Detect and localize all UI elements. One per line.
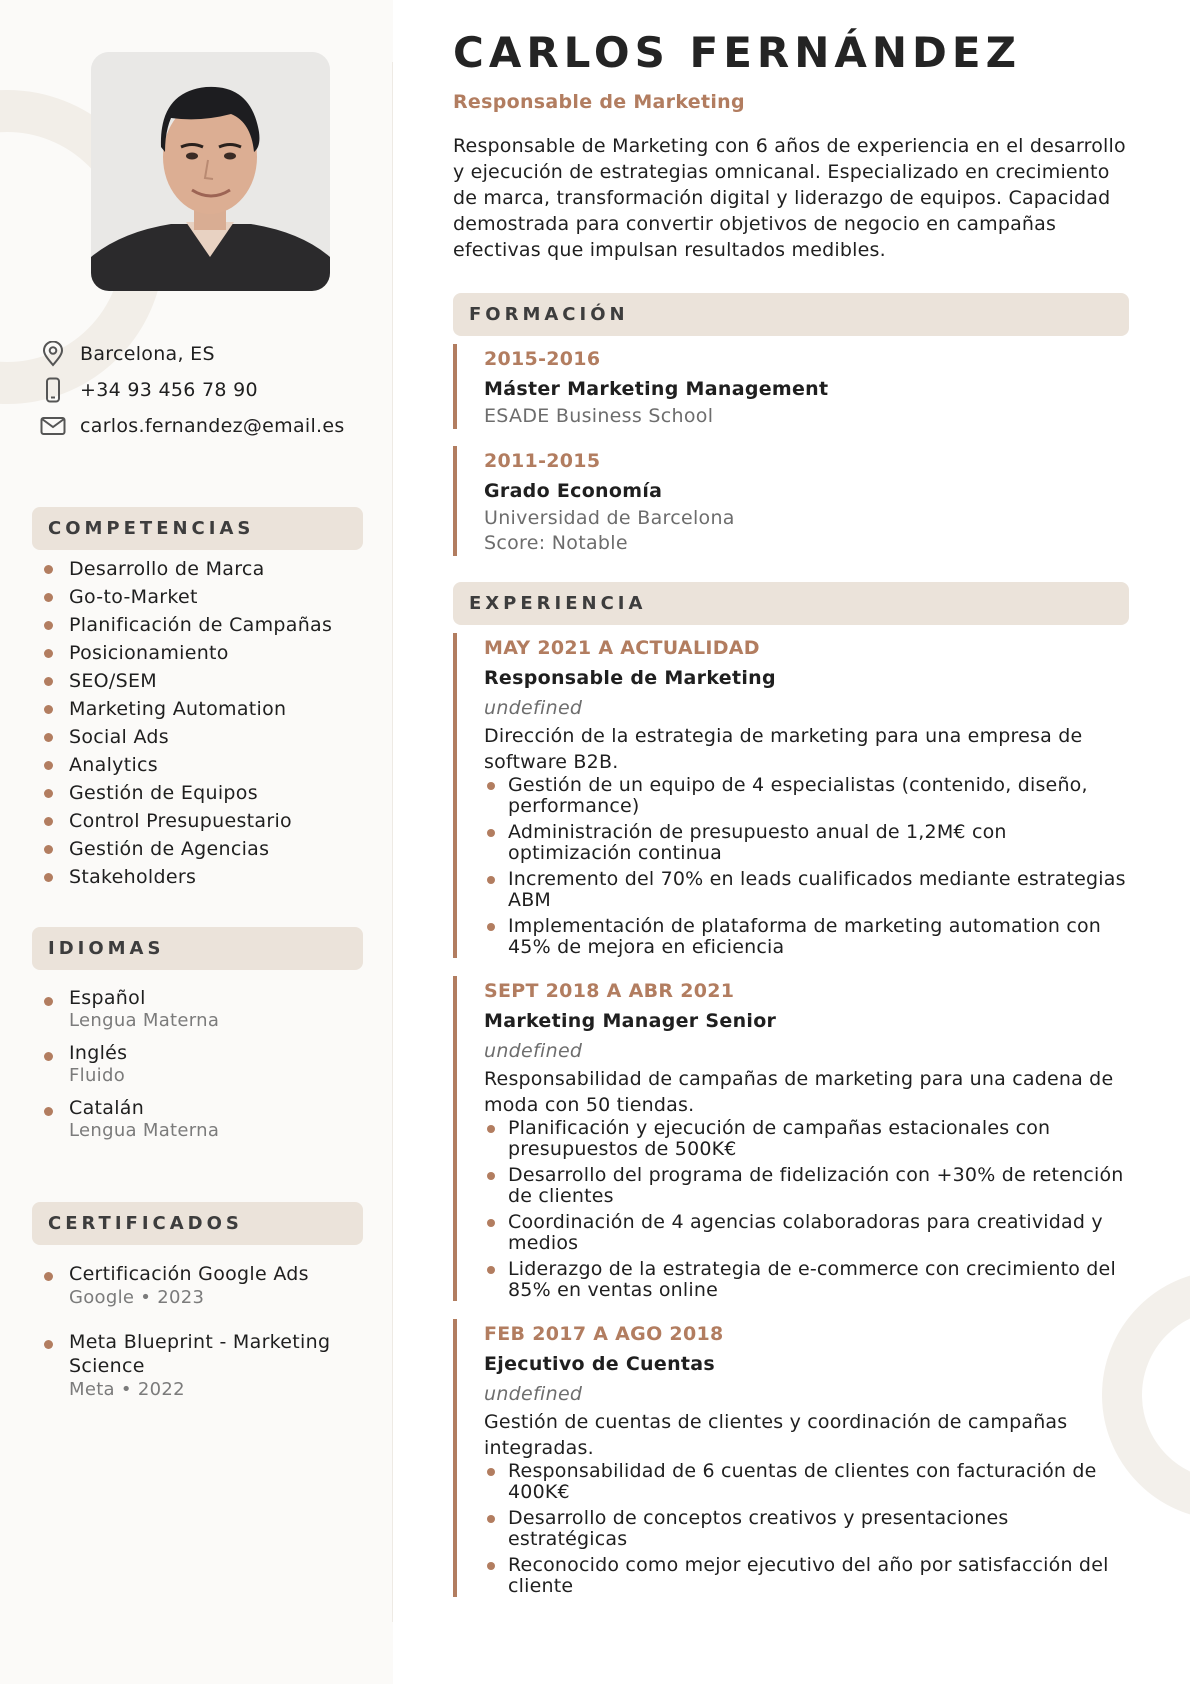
skill-item: Planificación de Campañas: [32, 611, 363, 639]
skills-list: [32, 555, 363, 891]
phone-text[interactable]: +34 93 456 78 90: [80, 379, 258, 401]
bullet-icon: [44, 733, 53, 742]
skill-item: Analytics: [32, 751, 363, 779]
experience-section: [453, 582, 1129, 1602]
bullet-icon: [44, 705, 53, 714]
skill-item: Posicionamiento: [32, 639, 363, 667]
achievement-item: Liderazgo de la estrategia de e-commerce con crecimiento del 85% en ventas online: [484, 1259, 1129, 1301]
achievement-item: Incremento del 70% en leads cualificados mediante estrategias ABM: [484, 869, 1129, 911]
achievement-item: Administración de presupuesto anual de 1,2M€ con optimización continua: [484, 822, 1129, 864]
bullet-icon: [44, 997, 53, 1006]
bullet-icon: [44, 1272, 53, 1281]
achievement-item: Desarrollo de conceptos creativos y presentaciones estratégicas: [484, 1508, 1129, 1550]
timeline-line: [453, 446, 457, 556]
contact-location: [38, 336, 378, 372]
education-degree: Máster Marketing Management: [484, 378, 829, 400]
certificate-item: [32, 1262, 363, 1310]
candidate-name: CARLOS FERNÁNDEZ: [453, 28, 1022, 77]
bullet-icon: [44, 1107, 53, 1116]
achievement-item: Implementación de plataforma de marketing automation con 45% de mejora en eficiencia: [484, 916, 1129, 958]
language-level: Lengua Materna: [69, 1010, 220, 1031]
certificate-meta: Meta • 2022: [69, 1379, 185, 1400]
mail-icon: [38, 412, 68, 440]
skill-item: Gestión de Equipos: [32, 779, 363, 807]
bullet-icon: [44, 621, 53, 630]
language-level: Lengua Materna: [69, 1120, 220, 1141]
experience-date: FEB 2017 A AGO 2018: [484, 1323, 724, 1345]
bullet-icon: [44, 761, 53, 770]
skill-item: Control Presupuestario: [32, 807, 363, 835]
achievement-item: Coordinación de 4 agencias colaboradoras para creatividad y medios: [484, 1212, 1129, 1254]
education-school: ESADE Business School: [484, 405, 714, 427]
timeline-line: [453, 976, 457, 1301]
certificates-heading: CERTIFICADOS: [32, 1202, 363, 1245]
bullet-icon: [487, 1468, 495, 1476]
certificate-name: Meta Blueprint - Marketing Science: [69, 1331, 331, 1377]
experience-entry: [453, 976, 1129, 1301]
bullet-icon: [44, 565, 53, 574]
bullet-icon: [487, 1562, 495, 1570]
skill-item: Social Ads: [32, 723, 363, 751]
bullet-icon: [44, 677, 53, 686]
skill-item: Marketing Automation: [32, 695, 363, 723]
timeline-line: [453, 633, 457, 958]
experience-title: Marketing Manager Senior: [484, 1010, 777, 1032]
achievement-item: Reconocido como mejor ejecutivo del año por satisfacción del cliente: [484, 1555, 1129, 1597]
bullet-icon: [487, 1172, 495, 1180]
language-item: [32, 1097, 363, 1142]
education-score: Score: Notable: [484, 532, 628, 554]
education-date: 2015-2016: [484, 348, 601, 370]
languages-list: [32, 987, 363, 1142]
candidate-role: Responsable de Marketing: [453, 91, 745, 113]
achievement-item: Desarrollo del programa de fidelización con +30% de retención de clientes: [484, 1165, 1129, 1207]
education-entry: [453, 344, 1129, 429]
contact-list: [38, 336, 378, 444]
profile-summary: Responsable de Marketing con 6 años de experiencia en el desarrollo y ejecución de estrategias omnicanal. Especializado en crecimiento de marca, transformación digital y liderazgo de equipos. Capacidad demostrada para convertir objetivos de negocio en campañas efectivas que impulsan resultados medibles.: [453, 135, 1126, 261]
certificates-section: [32, 1202, 363, 1422]
experience-heading: EXPERIENCIA: [453, 582, 1129, 625]
skill-item: Desarrollo de Marca: [32, 555, 363, 583]
experience-date: SEPT 2018 A ABR 2021: [484, 980, 735, 1002]
education-school: Universidad de Barcelona: [484, 507, 735, 529]
location-text: Barcelona, ES: [80, 343, 215, 365]
education-section: [453, 293, 1129, 556]
bullet-icon: [44, 789, 53, 798]
certificate-meta: Google • 2023: [69, 1287, 205, 1308]
experience-company: undefined: [484, 1040, 583, 1062]
education-degree: Grado Economía: [484, 480, 663, 502]
bullet-icon: [487, 1515, 495, 1523]
bullet-icon: [44, 649, 53, 658]
bullet-icon: [487, 876, 495, 884]
bullet-icon: [487, 782, 495, 790]
skill-item: Stakeholders: [32, 863, 363, 891]
timeline-line: [453, 344, 457, 429]
skills-heading: COMPETENCIAS: [32, 507, 363, 550]
bullet-icon: [44, 593, 53, 602]
languages-heading: IDIOMAS: [32, 927, 363, 970]
bullet-icon: [487, 1219, 495, 1227]
achievement-item: Responsabilidad de 6 cuentas de clientes con facturación de 400K€: [484, 1461, 1129, 1503]
experience-description: Responsabilidad de campañas de marketing para una cadena de moda con 50 tiendas.: [484, 1068, 1114, 1116]
bullet-icon: [487, 829, 495, 837]
skill-item: SEO/SEM: [32, 667, 363, 695]
achievement-item: Planificación y ejecución de campañas estacionales con presupuestos de 500K€: [484, 1118, 1129, 1160]
education-date: 2011-2015: [484, 450, 601, 472]
bullet-icon: [44, 1340, 53, 1349]
profile-photo: [91, 52, 330, 291]
column-divider: [392, 62, 393, 1622]
experience-company: undefined: [484, 1383, 583, 1405]
experience-company: undefined: [484, 697, 583, 719]
timeline-line: [453, 1319, 457, 1597]
experience-description: Gestión de cuentas de clientes y coordinación de campañas integradas.: [484, 1411, 1068, 1459]
language-item: [32, 987, 363, 1032]
email-link[interactable]: carlos.fernandez@email.es: [80, 415, 345, 437]
language-name: Catalán: [69, 1097, 145, 1119]
language-name: Español: [69, 987, 146, 1009]
experience-entry: [453, 1319, 1129, 1597]
experience-title: Responsable de Marketing: [484, 667, 776, 689]
language-level: Fluido: [69, 1065, 126, 1086]
education-heading: FORMACIÓN: [453, 293, 1129, 336]
bullet-icon: [44, 817, 53, 826]
bullet-icon: [44, 873, 53, 882]
phone-icon: [38, 376, 68, 404]
skills-section: [32, 507, 363, 891]
location-pin-icon: [38, 340, 68, 368]
bullet-icon: [487, 923, 495, 931]
contact-phone: [38, 372, 378, 408]
certificate-item: [32, 1330, 363, 1402]
bullet-icon: [487, 1266, 495, 1274]
contact-email: [38, 408, 378, 444]
education-entry: [453, 446, 1129, 556]
bullet-icon: [44, 1052, 53, 1061]
language-name: Inglés: [69, 1042, 128, 1064]
bullet-icon: [487, 1125, 495, 1133]
skill-item: Go-to-Market: [32, 583, 363, 611]
certificates-list: [32, 1262, 363, 1402]
certificate-name: Certificación Google Ads: [69, 1263, 309, 1285]
experience-date: MAY 2021 A ACTUALIDAD: [484, 637, 760, 659]
skill-item: Gestión de Agencias: [32, 835, 363, 863]
experience-description: Dirección de la estrategia de marketing para una empresa de software B2B.: [484, 725, 1083, 773]
languages-section: [32, 927, 363, 1152]
achievement-item: Gestión de un equipo de 4 especialistas (contenido, diseño, performance): [484, 775, 1129, 817]
experience-title: Ejecutivo de Cuentas: [484, 1353, 716, 1375]
experience-entry: [453, 633, 1129, 958]
language-item: [32, 1042, 363, 1087]
bullet-icon: [44, 845, 53, 854]
